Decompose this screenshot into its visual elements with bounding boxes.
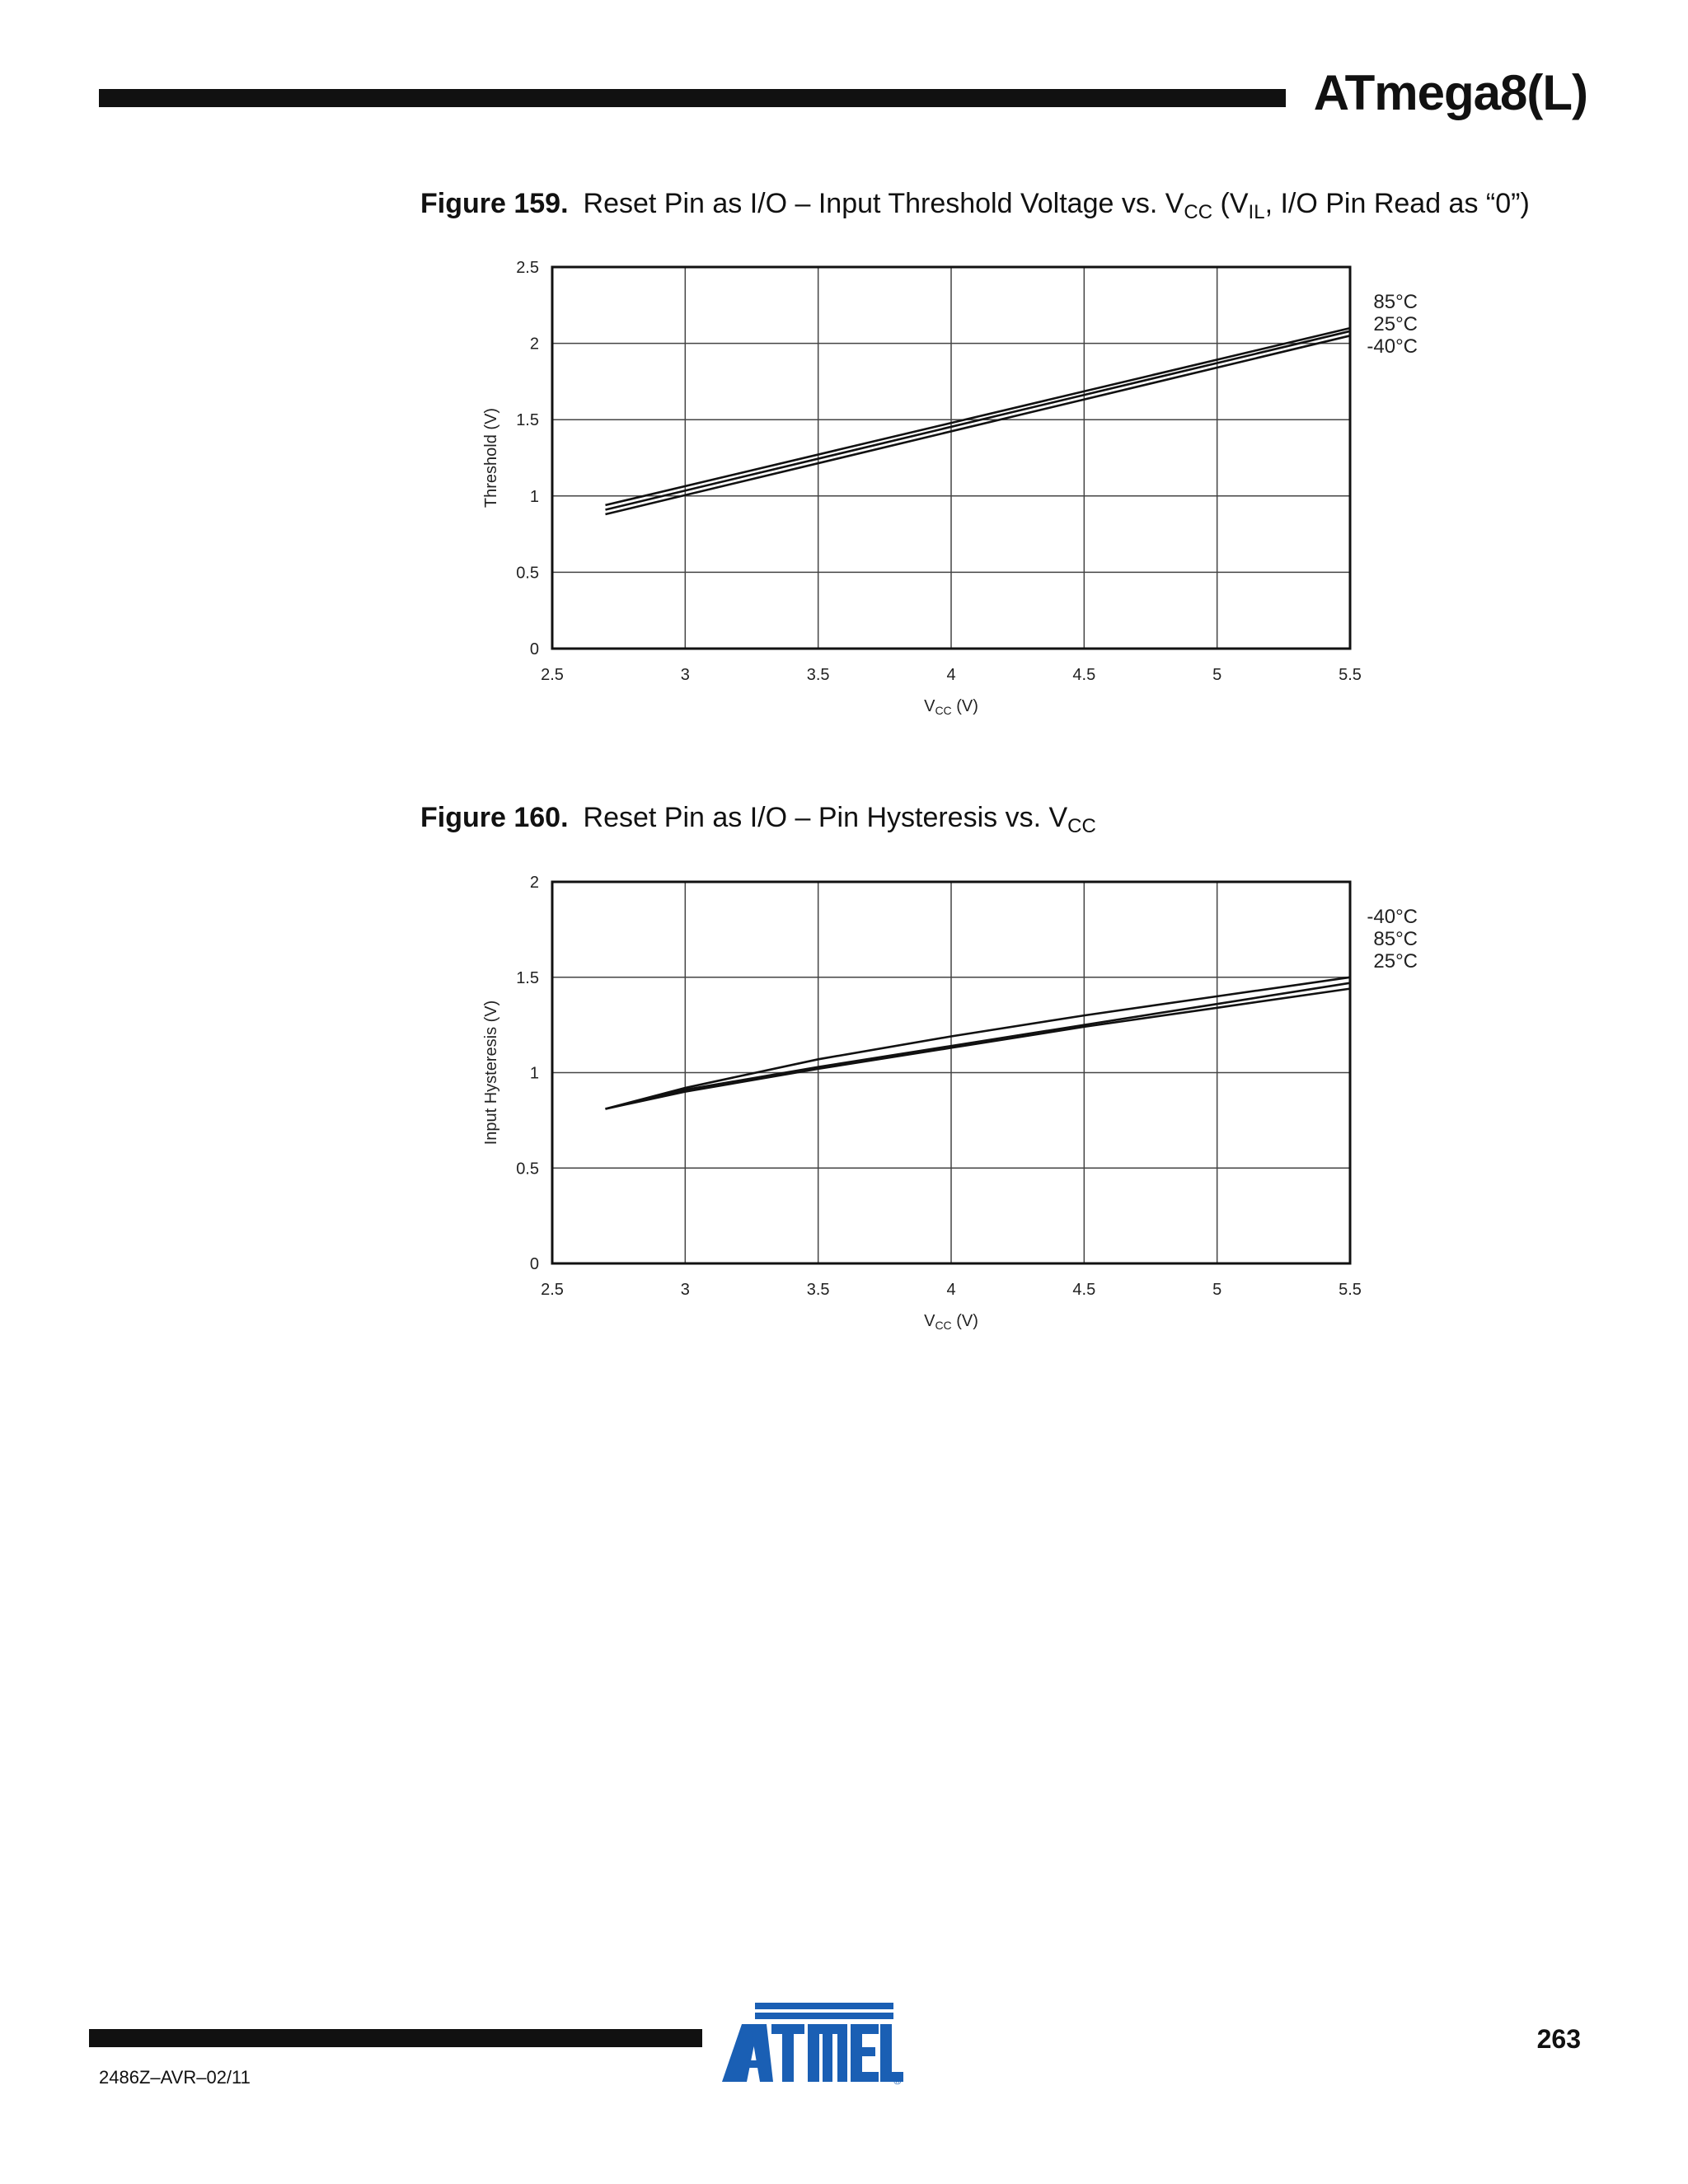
y-tick-label: 0.5 xyxy=(516,564,539,583)
header-rule xyxy=(99,89,1286,107)
y-tick-label: 0 xyxy=(529,1255,539,1273)
document-title: ATmega8(L) xyxy=(1313,65,1587,120)
series-label: 85°C xyxy=(1373,928,1418,950)
series-line xyxy=(606,331,1351,510)
x-tick-label: 5 xyxy=(1212,666,1222,684)
caption-text: Reset Pin as I/O – Input Threshold Voltage vs. V xyxy=(583,188,1184,219)
x-axis-label-unit: (V) xyxy=(951,1312,978,1330)
threshold-voltage-chart xyxy=(462,247,1451,808)
x-axis-label-main: V xyxy=(924,697,935,715)
y-axis-label: Threshold (V) xyxy=(482,407,500,509)
figure-160-caption xyxy=(420,802,1096,837)
x-axis-label-sub: CC xyxy=(935,1319,952,1332)
registered-mark: ® xyxy=(893,2074,902,2085)
caption-text: Reset Pin as I/O – Pin Hysteresis vs. V xyxy=(583,802,1068,833)
y-tick-label: 2 xyxy=(529,874,539,892)
y-tick-label: 0.5 xyxy=(516,1160,539,1179)
x-tick-label: 4 xyxy=(946,1281,956,1299)
y-tick-label: 1 xyxy=(529,487,539,506)
series-label: 85°C xyxy=(1373,291,1418,313)
caption-text: (V xyxy=(1212,188,1249,219)
series-line xyxy=(606,328,1351,505)
x-tick-label: 3.5 xyxy=(806,666,830,684)
caption-subscript: CC xyxy=(1067,815,1096,837)
x-tick-label: 3.5 xyxy=(806,1281,830,1299)
series-label: 25°C xyxy=(1373,950,1418,972)
y-tick-label: 1.5 xyxy=(516,411,539,430)
footer-rule xyxy=(89,2029,702,2047)
series-line xyxy=(606,335,1351,514)
figure-number: Figure 159. xyxy=(420,188,569,219)
x-tick-label: 5.5 xyxy=(1339,1281,1362,1299)
series-label: 25°C xyxy=(1373,313,1418,335)
x-tick-label: 5.5 xyxy=(1339,666,1362,684)
document-code: 2486Z–AVR–02/11 xyxy=(99,2067,251,2088)
x-axis-label xyxy=(924,1312,978,1332)
y-tick-label: 1.5 xyxy=(516,968,539,987)
series-label: -40°C xyxy=(1367,335,1418,358)
x-tick-label: 2.5 xyxy=(541,1281,564,1299)
series-group xyxy=(606,328,1351,514)
x-axis-label xyxy=(924,697,978,717)
caption-subscript: CC xyxy=(1184,201,1213,223)
y-tick-label: 1 xyxy=(529,1064,539,1083)
x-tick-label: 4.5 xyxy=(1072,666,1096,684)
atmel-logo xyxy=(722,2001,903,2085)
page-number: 263 xyxy=(1536,2024,1581,2054)
y-axis-label: Input Hysteresis (V) xyxy=(482,1000,500,1146)
x-tick-label: 2.5 xyxy=(541,666,564,684)
x-tick-label: 4 xyxy=(946,666,956,684)
y-tick-label: 2 xyxy=(529,335,539,354)
series-label: -40°C xyxy=(1367,906,1418,928)
x-axis-label-unit: (V) xyxy=(951,697,978,715)
x-tick-label: 4.5 xyxy=(1072,1281,1096,1299)
caption-text: , I/O Pin Read as “0”) xyxy=(1264,188,1530,219)
x-tick-label: 3 xyxy=(680,1281,690,1299)
x-axis-label-main: V xyxy=(924,1312,935,1330)
pin-hysteresis-chart xyxy=(462,862,1451,1422)
x-tick-label: 5 xyxy=(1212,1281,1222,1299)
y-tick-label: 0 xyxy=(529,640,539,658)
series-line xyxy=(606,983,1351,1109)
y-tick-label: 2.5 xyxy=(516,259,539,277)
figure-159-caption xyxy=(420,188,1530,223)
series-line xyxy=(606,989,1351,1109)
x-tick-label: 3 xyxy=(680,666,690,684)
atmel-logo-mark xyxy=(722,2003,903,2082)
series-group xyxy=(606,977,1351,1109)
x-axis-label-sub: CC xyxy=(935,704,952,717)
figure-number: Figure 160. xyxy=(420,802,569,833)
caption-subscript: IL xyxy=(1248,201,1265,223)
